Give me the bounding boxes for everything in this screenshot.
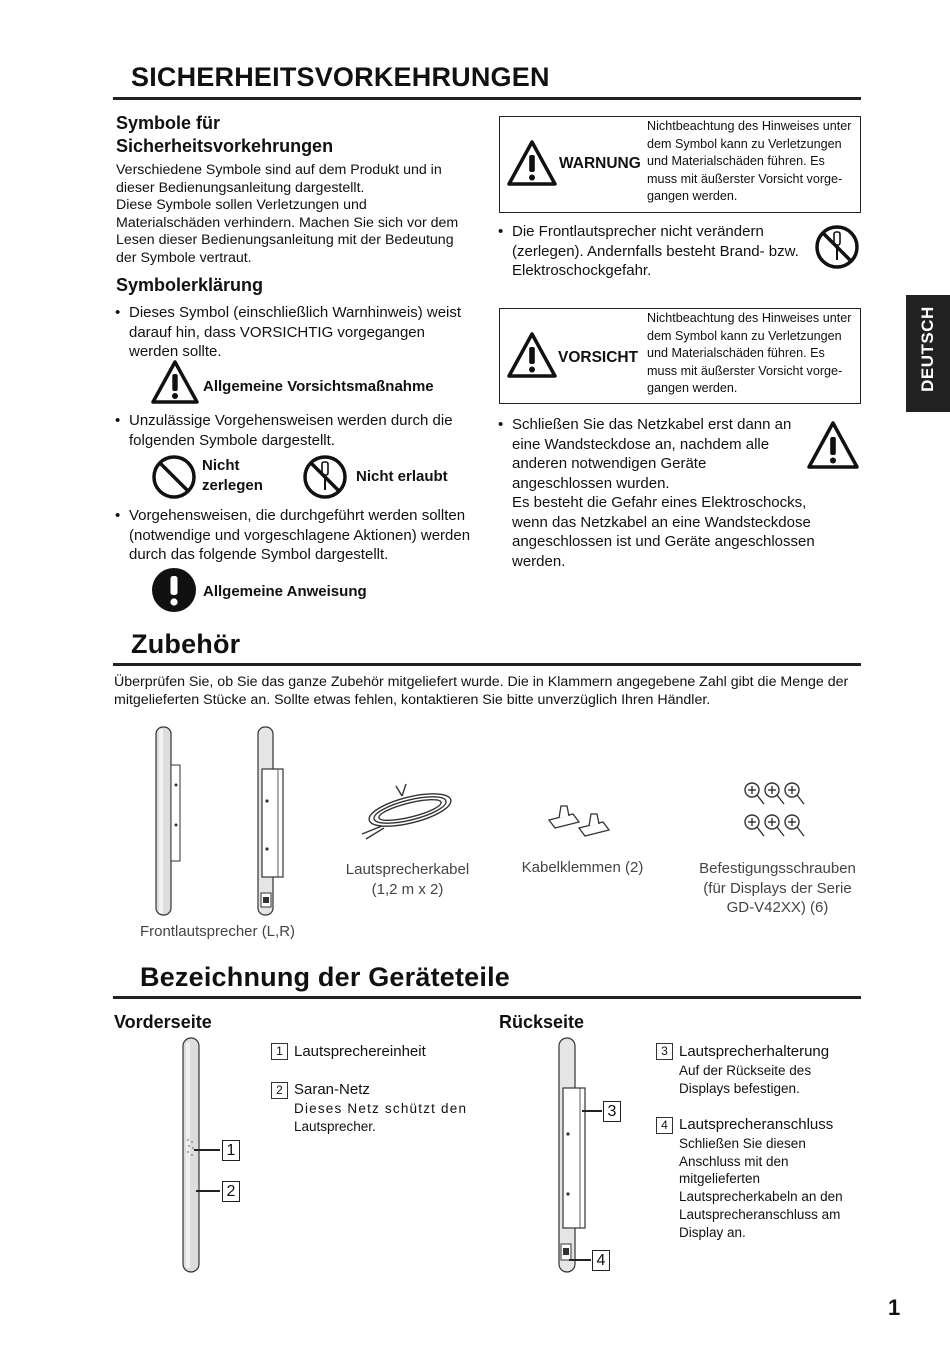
language-tab xyxy=(906,295,950,412)
clamps-caption: Kabelklemmen (2) xyxy=(521,859,644,876)
part-desc-2: Dieses Netz schützt den Lautsprecher. xyxy=(294,1101,468,1134)
title-rule xyxy=(113,97,861,100)
callout-line-4 xyxy=(569,1259,591,1261)
page-number: 1 xyxy=(888,1295,901,1320)
caution-bullet: • Schließen Sie das Netzkabel erst dann an eine Wandsteckdose an, nachdem alle anderen notwendigen Geräte angeschlossen wurden. Es besteht die Gefahr eines Elektroschocks, wenn das Netzkabel an eine Wandsteckdose angeschlossen ist und Geräte angeschlossen werden. xyxy=(498,416,815,570)
symbols-heading: Symbole für Sicherheitsvorkehrungen xyxy=(116,113,334,156)
bullet-prohibited: • Unzulässige Vorgehensweisen werden durch die folgenden Symbole dargestellt. xyxy=(115,412,453,449)
instruction-label: Allgemeine Anweisung xyxy=(203,583,367,600)
callout-3: 3 xyxy=(603,1101,621,1122)
part-num-1: 1 xyxy=(271,1043,288,1060)
callout-2: 2 xyxy=(222,1181,240,1202)
symbols-text: Verschiedene Symbole sind auf dem Produkt und in dieser Bedienungsanleitung dargestellt. Diese Symbole sollen Verletzungen und Materialschäden verhindern. Machen Sie sich vor dem Lesen dieser Bedienungsanleitung mit der Bedeutung der Symbole vertraut. xyxy=(116,162,459,266)
caution-general-label: Allgemeine Vorsichtsmaßnahme xyxy=(203,378,434,395)
no-disassemble-label: Nicht zerlegen xyxy=(202,457,263,494)
caution-text: Nichtbeachtung des Hinweises unter dem Symbol kann zu Verletzungen und Materialschäden führen. Es muss mit äußerster Vorsicht vorge- gangen werden. xyxy=(647,311,852,395)
cable-clamps-illustration xyxy=(545,800,615,840)
front-view-speaker-illustration xyxy=(175,1036,205,1276)
front-speaker-front-illustration xyxy=(150,725,190,917)
back-view-speaker-illustration xyxy=(555,1036,595,1276)
front-speaker-back-illustration xyxy=(250,725,296,917)
not-allowed-label: Nicht erlaubt xyxy=(356,468,448,485)
accessories-intro: Überprüfen Sie, ob Sie das ganze Zubehör mitgeliefert wurde. Die in Klammern angegebene Zahl gibt die Menge der mitgelieferten Stücke an. Sollte etwas fehlen, kontaktieren Sie bitte unverzüglich Ihren Händler. xyxy=(114,674,849,708)
caution-box xyxy=(499,308,861,404)
safety-title: SICHERHEITSVORKEHRUNGEN xyxy=(131,62,550,92)
part-desc-3: Auf der Rückseite des Displays befestigen. xyxy=(679,1063,812,1096)
callout-4: 4 xyxy=(592,1250,610,1271)
accessories-rule xyxy=(113,663,861,666)
part-title-4: Lautsprecheranschluss xyxy=(679,1116,834,1133)
warning-bullet: • Die Frontlautsprecher nicht verändern (zerlegen). Andernfalls besteht Brand- bzw. Elektroschockgefahr. xyxy=(498,223,799,279)
warning-box xyxy=(499,116,861,213)
warning-label: WARNUNG xyxy=(559,155,641,172)
warning-triangle-icon xyxy=(506,139,558,187)
part-title-2: Saran-Netz xyxy=(294,1081,370,1098)
callout-line-1 xyxy=(194,1149,220,1151)
explain-heading: Symbolerklärung xyxy=(116,275,264,295)
callout-1: 1 xyxy=(222,1140,240,1161)
part-desc-4: Schließen Sie diesen Anschluss mit den mitgelieferten Lautsprecherkabeln an den Lautsprecheranschluss am Display an. xyxy=(679,1136,843,1240)
caution-box-triangle-icon xyxy=(506,331,558,379)
part-num-4: 4 xyxy=(656,1117,673,1134)
speakers-caption: Frontlautsprecher (L,R) xyxy=(139,923,296,940)
screws-caption: Befestigungsschrauben (für Displays der Serie GD-V42XX) (6) xyxy=(699,860,856,916)
cable-caption: Lautsprecherkabel (1,2 m x 2) xyxy=(345,861,470,898)
caution-power-triangle-icon xyxy=(806,420,860,470)
caution-label: VORSICHT xyxy=(558,349,639,366)
bullet-caution: • Dieses Symbol (einschließlich Warnhinweis) weist darauf hin, dass VORSICHTIG vorgegangen werden sollte. xyxy=(115,304,462,360)
mounting-screws-illustration xyxy=(740,780,812,840)
parts-rule xyxy=(113,996,861,999)
back-heading: Rückseite xyxy=(499,1012,585,1032)
callout-line-3 xyxy=(582,1110,602,1112)
parts-title: Bezeichnung der Geräteteile xyxy=(140,962,511,992)
bullet-instruction: • Vorgehensweisen, die durchgeführt werden sollten (notwendige und vorgeschlagene Aktionen) werden durch das folgende Symbol dargestellt. xyxy=(115,507,471,563)
part-title-1: Lautsprechereinheit xyxy=(294,1043,426,1060)
accessories-title: Zubehör xyxy=(131,629,241,659)
language-tab-label: DEUTSCH xyxy=(918,306,937,392)
front-heading: Vorderseite xyxy=(114,1012,212,1032)
caution-triangle-icon xyxy=(150,359,200,405)
part-title-3: Lautsprecherhalterung xyxy=(679,1043,830,1060)
part-num-2: 2 xyxy=(271,1082,288,1099)
no-disassemble-screwdriver-icon xyxy=(814,224,860,270)
callout-line-2 xyxy=(196,1190,220,1192)
not-allowed-screwdriver-icon xyxy=(302,454,348,500)
no-disassemble-icon xyxy=(151,454,197,500)
part-num-3: 3 xyxy=(656,1043,673,1060)
warning-text: Nichtbeachtung des Hinweises unter dem Symbol kann zu Verletzungen und Materialschäden führen. Es muss mit äußerster Vorsicht vorge- gangen werden. xyxy=(647,119,852,203)
mandatory-exclamation-icon xyxy=(151,567,197,613)
speaker-cable-illustration xyxy=(352,782,462,842)
